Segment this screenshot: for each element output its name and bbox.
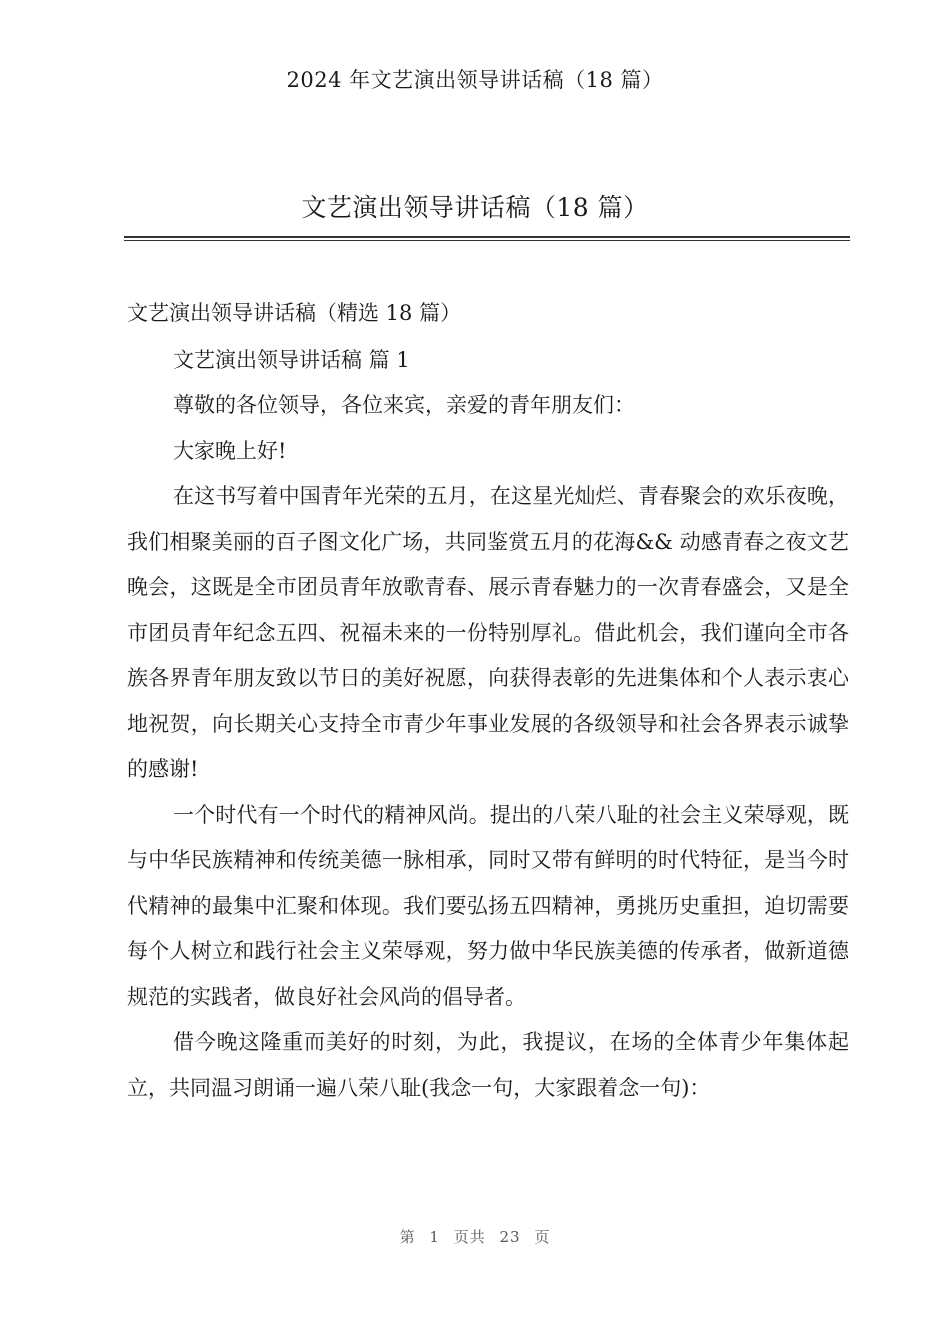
document-body	[127, 291, 849, 1111]
salutation-paragraph: 尊敬的各位领导，各位来宾，亲爱的青年朋友们：	[173, 393, 635, 417]
body-paragraph: 在这书写着中国青年光荣的五月，在这星光灿烂、青春聚会的欢乐夜晚，我们相聚美丽的百子图文化广场，共同鉴赏五月的花海&& 动感青春之夜文艺晚会，这既是全市团员青年放歌青春、展示青春魅力的一次青春盛会，又是全市团员青年纪念五四、祝福未来的一份特别厚礼。借此机会，我们谨向全市各族各界青年朋友致以节日的美好祝愿，向获得表彰的先进集体和个人表示衷心地祝贺，向长期关心支持全市青少年事业发展的各级领导和社会各界表示诚挚的感谢!	[127, 484, 849, 781]
body-paragraph: 一个时代有一个时代的精神风尚。提出的八荣八耻的社会主义荣辱观，既与中华民族精神和传统美德一脉相承，同时又带有鲜明的时代特征，是当今时代精神的最集中汇聚和体现。我们要弘扬五四精神，勇挑历史重担，迫切需要每个人树立和践行社会主义荣辱观，努力做中华民族美德的传承者，做新道德规范的实践者，做良好社会风尚的倡导者。	[127, 802, 849, 1009]
page-number-footer: 第 1 页共 23 页	[399, 1228, 551, 1246]
greeting-paragraph: 大家晚上好!	[173, 438, 287, 463]
title-rule-thick	[124, 236, 850, 238]
title-rule-thin	[124, 240, 850, 241]
section-heading: 文艺演出领导讲话稿 篇 1	[173, 347, 410, 372]
running-header: 2024 年文艺演出领导讲话稿（18 篇）	[286, 68, 664, 92]
document-title: 文艺演出领导讲话稿（18 篇）	[301, 193, 649, 222]
subtitle-paragraph: 文艺演出领导讲话稿（精选 18 篇）	[127, 301, 462, 325]
body-paragraph: 借今晚这隆重而美好的时刻，为此，我提议，在场的全体青少年集体起立，共同温习朗诵一遍八荣八耻(我念一句，大家跟着念一句)：	[127, 1030, 849, 1100]
